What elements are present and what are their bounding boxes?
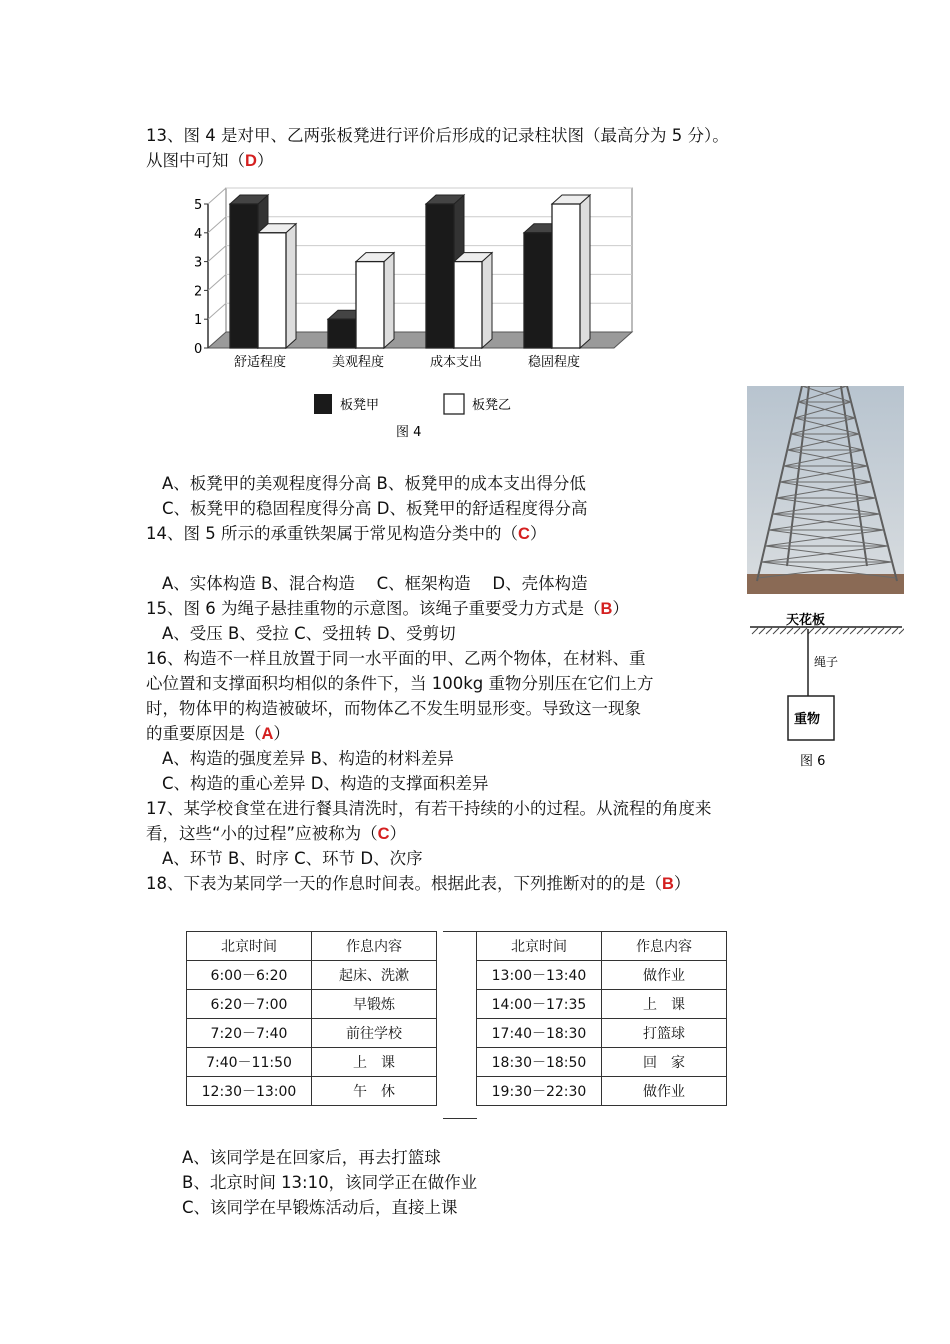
q18-option-a: A、该同学是在回家后，再去打篮球 <box>182 1148 441 1167</box>
bar-stool-a-2 <box>426 204 454 348</box>
table-gap <box>443 931 477 1119</box>
q15-answer: B <box>600 600 613 618</box>
figure-6-rope-diagram <box>748 610 904 770</box>
q14-answer: C <box>517 525 530 543</box>
table-row: 7:40－11:50 上 课 <box>187 1048 437 1077</box>
x-category-label: 美观程度 <box>332 355 385 370</box>
table-header: 作息内容 <box>602 932 727 961</box>
q14-stem: 14、图 5 所示的承重铁架属于常见构造分类中的（C） <box>146 524 547 543</box>
legend-swatch-a <box>314 394 332 414</box>
q16-stem-line2: 心位置和支撑面积均相似的条件下，当 100kg 重物分别压在它们上方 <box>146 674 654 693</box>
table-row: 6:20－7:00 早锻炼 <box>187 990 437 1019</box>
weight-label: 重物 <box>794 712 821 727</box>
q13-stem-line1: 13、图 4 是对甲、乙两张板凳进行评价后形成的记录柱状图（最高分为 5 分）。 <box>146 126 729 145</box>
bar-side <box>384 253 394 348</box>
q16-stem-line1: 16、构造不一样且放置于同一水平面的甲、乙两个物体，在材料、重 <box>146 649 646 668</box>
q13-stem-line2: 从图中可知（D） <box>146 151 274 170</box>
ceiling-label: 天花板 <box>786 613 826 628</box>
table-row: 18:30－18:50 回 家 <box>477 1048 727 1077</box>
q16-options-line1: A、构造的强度差异 B、构造的材料差异 <box>162 749 454 768</box>
bar-stool-a-0 <box>230 204 258 348</box>
x-category-label: 稳固程度 <box>528 355 581 370</box>
y-tick-label: 5 <box>194 198 203 213</box>
legend-label-b: 板凳乙 <box>472 398 512 413</box>
q15-options: A、受压 B、受拉 C、受扭转 D、受剪切 <box>162 624 456 643</box>
q18-answer: B <box>662 875 674 893</box>
figure-4-chart <box>182 180 642 450</box>
table-row: 14:00－17:35 上 课 <box>477 990 727 1019</box>
schedule-table-right <box>476 931 727 1106</box>
y-tick-label: 1 <box>194 313 203 329</box>
q16-answer: A <box>261 725 274 743</box>
q18-option-b: B、北京时间 13:10，该同学正在做作业 <box>182 1173 478 1192</box>
steel-tower-image <box>747 386 904 594</box>
bar-stool-a-1 <box>328 319 356 348</box>
bar-stool-b-2 <box>454 262 482 348</box>
q18-option-c: C、该同学在早锻炼活动后，直接上课 <box>182 1198 458 1217</box>
rope-label: 绳子 <box>814 655 839 669</box>
figure-6-caption: 图 6 <box>800 754 826 769</box>
q13-answer: D <box>245 152 257 170</box>
q18-stem: 18、下表为某同学一天的作息时间表。根据此表，下列推断对的的是（B） <box>146 874 691 893</box>
legend-swatch-b <box>444 394 464 414</box>
q16-stem-line4: 的重要原因是（A） <box>146 724 290 743</box>
q15-stem: 15、图 6 为绳子悬挂重物的示意图。该绳子重要受力方式是（B） <box>146 599 629 618</box>
schedule-table-right-wrapper <box>476 931 727 1106</box>
table-row: 6:00－6:20 起床、洗漱 <box>187 961 437 990</box>
q17-answer: C <box>377 825 390 843</box>
table-header: 北京时间 <box>477 932 602 961</box>
q17-options: A、环节 B、时序 C、环节 D、次序 <box>162 849 423 868</box>
y-tick-label: 2 <box>194 284 203 300</box>
q16-stem-line3: 时，物体甲的构造被破坏，而物体乙不发生明显形变。导致这一现象 <box>146 699 641 718</box>
q13-options-line2: C、板凳甲的稳固程度得分高 D、板凳甲的舒适程度得分高 <box>162 499 588 518</box>
q16-options-line2: C、构造的重心差异 D、构造的支撑面积差异 <box>162 774 489 793</box>
q13-options-line1: A、板凳甲的美观程度得分高 B、板凳甲的成本支出得分低 <box>162 474 586 493</box>
table-header: 北京时间 <box>187 932 312 961</box>
bar-stool-b-0 <box>258 233 286 348</box>
bar-stool-a-3 <box>524 233 552 348</box>
table-row: 12:30－13:00 午 休 <box>187 1077 437 1106</box>
table-row: 13:00－13:40 做作业 <box>477 961 727 990</box>
q17-stem-line1: 17、某学校食堂在进行餐具清洗时，有若干持续的小的过程。从流程的角度来 <box>146 799 712 818</box>
bar-stool-b-1 <box>356 262 384 348</box>
schedule-table-left <box>186 931 437 1106</box>
schedule-table-left-wrapper <box>186 931 437 1106</box>
bar-side <box>286 224 296 348</box>
y-tick-label: 3 <box>194 255 203 271</box>
figure-5-tower-photo <box>747 386 904 594</box>
table-row: 19:30－22:30 做作业 <box>477 1077 727 1106</box>
bar-side <box>580 195 590 348</box>
bar-stool-b-3 <box>552 204 580 348</box>
legend-label-a: 板凳甲 <box>340 398 380 413</box>
q17-stem-line2: 看，这些“小的过程”应被称为（C） <box>146 824 407 843</box>
table-header: 作息内容 <box>312 932 437 961</box>
y-tick-label: 0 <box>194 342 203 357</box>
table-row: 7:20－7:40 前往学校 <box>187 1019 437 1048</box>
q14-options: A、实体构造 B、混合构造 C、框架构造 D、壳体构造 <box>162 574 588 593</box>
table-row: 17:40－18:30 打篮球 <box>477 1019 727 1048</box>
y-tick-label: 4 <box>194 226 203 242</box>
bar-chart <box>182 180 642 450</box>
x-category-label: 成本支出 <box>430 355 483 370</box>
x-category-label: 舒适程度 <box>234 355 287 370</box>
figure-4-caption: 图 4 <box>396 425 422 440</box>
bar-side <box>482 253 492 348</box>
